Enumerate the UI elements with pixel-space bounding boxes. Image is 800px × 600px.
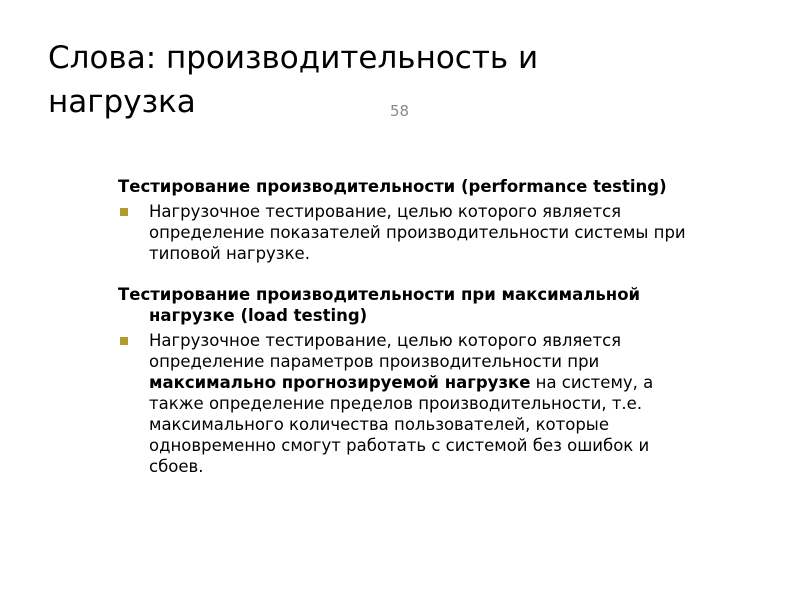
slide-number: 58 xyxy=(390,102,410,120)
section-performance-testing xyxy=(118,176,708,264)
section-load-testing xyxy=(118,284,708,477)
bullet-text: Нагрузочное тестирование, целью которого является определение показателей производительности системы при типовой нагрузке. xyxy=(149,202,686,263)
square-bullet-icon xyxy=(120,208,128,216)
slide-content xyxy=(118,176,708,477)
bullet-text-part: на систему, а также определение пределов производительности, т.е. максимального количества пользователей, которые одновременно смогут работать с системой без ошибок и сбоев. xyxy=(149,373,654,476)
section-heading: Тестирование производительности (performance testing) xyxy=(118,177,667,196)
square-bullet-icon xyxy=(120,337,128,345)
bullet-item xyxy=(118,330,708,477)
bullet-item xyxy=(118,201,708,264)
slide-title: Слова: производительность и нагрузка xyxy=(48,40,539,120)
section-heading: Тестирование производительности при максимальной нагрузке (load testing) xyxy=(118,285,641,325)
bullet-text-emphasis: максимально прогнозируемой нагрузке xyxy=(149,373,531,392)
bullet-text-part: Нагрузочное тестирование, целью которого является определение параметров производительности при xyxy=(149,331,622,371)
